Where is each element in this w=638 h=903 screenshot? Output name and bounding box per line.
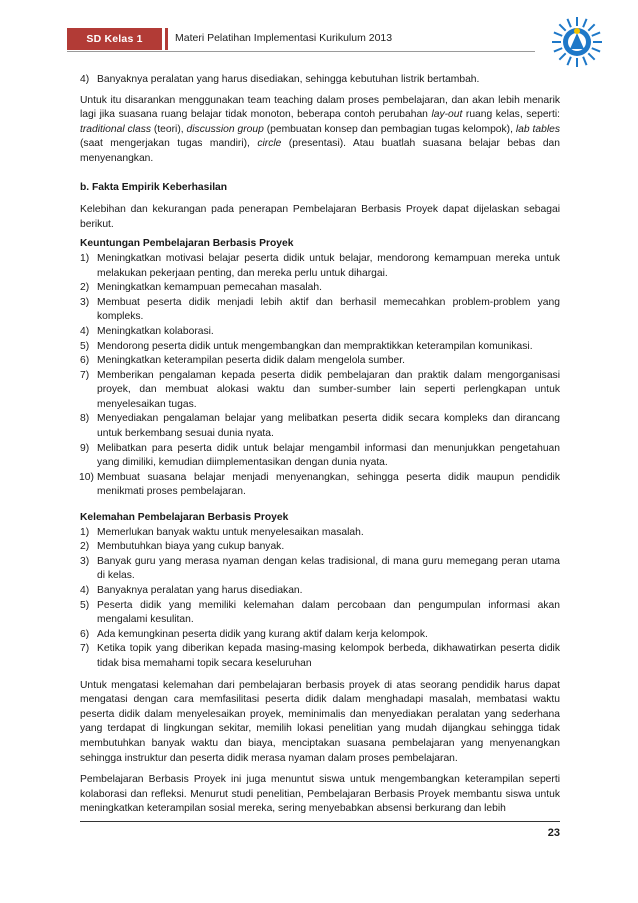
- kelemahan-list: [80, 526, 560, 672]
- logo-ray: [559, 24, 565, 30]
- list-item: [80, 642, 560, 671]
- list-item: [80, 555, 560, 584]
- list-number: 4): [80, 74, 90, 85]
- logo-ray: [554, 48, 562, 51]
- list-item: [80, 281, 560, 296]
- list-number: 9): [80, 442, 90, 454]
- list-number: 1): [80, 526, 90, 538]
- italic-term: lay-out: [431, 109, 463, 121]
- list-item-text: Banyaknya peralatan yang harus disediakan, sehingga kebutuhan listrik bertambah.: [97, 74, 480, 85]
- logo-ray: [588, 24, 594, 30]
- header-title: Materi Pelatihan Implementasi Kurikulum 2013: [175, 32, 393, 44]
- list-item: [80, 412, 560, 441]
- page-header: [67, 28, 567, 50]
- list-number: 2): [80, 541, 90, 553]
- italic-term: lab tables: [515, 123, 560, 135]
- text-span: (teori),: [151, 123, 187, 135]
- list-number: 3): [80, 296, 90, 308]
- italic-term: circle: [257, 138, 282, 150]
- text-span: (pembuatan konsep dan pembagian tugas kelompok),: [263, 123, 516, 135]
- document-body: [80, 73, 560, 817]
- list-item: [80, 540, 560, 555]
- logo-ray: [567, 19, 570, 27]
- text-span: Untuk itu disarankan menggunakan team teaching dalam proses pembelajaran, dan akan lebih menarik lagi jika suasana ruang belajar tidak monoton, beberapa contoh perubahan: [80, 94, 560, 121]
- logo-ray: [583, 57, 586, 65]
- list-number: 2): [80, 282, 90, 294]
- list-item: [80, 599, 560, 628]
- list-item-text: Membuat peserta didik menjadi lebih aktif dan berhasil memecahkan problem-problem yang kompleks.: [97, 296, 560, 323]
- kelemahan-heading: Kelemahan Pembelajaran Berbasis Proyek: [80, 512, 289, 524]
- list-item-text: Memberikan pengalaman kepada peserta didik pembelajaran dan praktik dalam mengorganisasi proyek, dan membuat alokasi waktu dan sumber-sumber lain seperti perlengkapan untuk menyelesaikan tugas.: [97, 369, 560, 410]
- section-intro: Kelebihan dan kekurangan pada penerapan Pembelajaran Berbasis Proyek dapat dijelaskan sebagai berikut.: [80, 204, 560, 230]
- text-span: (presentasi). Atau buatlah suasana belajar bebas dan menyenangkan.: [80, 138, 560, 164]
- closing-paragraph-1: Untuk mengatasi kelemahan dari pembelajaran berbasis proyek di atas seorang pendidik harus dapat mengatasi dengan cara memfasilitasi peserta didik dalam menghadapi masalah, membatasi waktu peserta didik dalam menyelesaikan proyek, meminimalis dan menyediakan peralatan yang sederhana yang terdapat di lingkungan sekitar, memilih lokasi penelitian yang mudah dijangkau sehingga tidak membutuhkan banyak waktu dan biaya, menciptakan suasana pembelajaran yang menyenangkan sehingga instruktur dan peserta didik merasa nyaman dalam proses pembelajaran.: [80, 679, 560, 764]
- intro-paragraph: [80, 94, 560, 167]
- section-heading: b. Fakta Empirik Keberhasilan: [80, 181, 228, 193]
- logo-ray: [559, 53, 565, 59]
- list-item: [80, 442, 560, 471]
- list-number: 4): [80, 585, 90, 596]
- list-number: 7): [80, 369, 90, 381]
- logo-ray: [592, 32, 600, 35]
- closing-paragraph-2: Pembelajaran Berbasis Proyek ini juga menuntut siswa untuk mengembangkan keterampilan seperti kolaborasi dan refleksi. Menurut studi penelitian, Pembelajaran Berbasis Proyek membantu siswa untuk meningkatkan keterampilan sosial mereka, sering menyebabkan absensi berkurang dan lebih: [80, 774, 560, 815]
- logo-ray: [567, 57, 570, 65]
- list-item-text: Membutuhkan biaya yang cukup banyak.: [97, 541, 285, 553]
- list-number: 6): [80, 628, 90, 640]
- list-number: 8): [80, 413, 90, 425]
- italic-term: traditional class: [80, 123, 151, 135]
- list-item-text: Membuat suasana belajar menjadi menyenangkan, sehingga peserta didik maupun pendidik menikmati proses pembelajaran.: [97, 471, 560, 498]
- list-item-text: Mendorong peserta didik untuk mengembangkan dan mempraktikkan keterampilan komunikasi.: [97, 340, 533, 352]
- list-item-text: Ketika topik yang diberikan kepada masing-masing kelompok berbeda, dikhawatirkan peserta didik tidak bisa memahami topik secara keseluruhan: [97, 643, 560, 669]
- logo-ray: [592, 48, 600, 51]
- list-item-text: Meningkatkan keterampilan peserta didik dalam mengelola sumber.: [97, 355, 405, 367]
- list-item: [80, 252, 560, 281]
- text-span: (saat mengerjakan tugas mandiri),: [80, 138, 258, 150]
- header-rule: [67, 51, 535, 52]
- list-item-text: Ada kemungkinan peserta didik yang kurang aktif dalam kerja kelompok.: [97, 628, 428, 640]
- list-item: [80, 369, 560, 413]
- list-item-text: Meningkatkan kolaborasi.: [97, 325, 214, 337]
- header-divider: [165, 28, 168, 50]
- list-item-text: Meningkatkan kemampuan pemecahan masalah.: [97, 282, 322, 294]
- list-number: 10): [79, 471, 94, 483]
- list-item-text: Melibatkan para peserta didik untuk belajar mengambil informasi dan menunjukkan pengetahuan yang dimiliki, kemudian diimplementasikan dengan dunia nyata.: [97, 442, 560, 469]
- list-item: [80, 526, 560, 541]
- list-item: [80, 296, 560, 325]
- page-number: 23: [547, 827, 560, 839]
- text-span: ruang kelas, seperti:: [462, 109, 560, 121]
- list-number: 1): [80, 252, 90, 264]
- list-item-text: Memerlukan banyak waktu untuk menyelesaikan masalah.: [97, 526, 364, 538]
- list-item: [80, 584, 560, 599]
- list-item-text: Banyak guru yang merasa nyaman dengan kelas tradisional, di mana guru memegang peran utama di kelas.: [97, 555, 560, 582]
- list-number: 5): [80, 599, 90, 611]
- list-item-text: Menyediakan pengalaman belajar yang melibatkan peserta didik secara kompleks dan dirancang untuk berkembang sesuai dunia nyata.: [97, 413, 560, 440]
- list-item-text: Banyaknya peralatan yang harus disediakan.: [97, 585, 303, 596]
- list-number: 5): [80, 340, 90, 352]
- footer-rule: [80, 821, 560, 822]
- list-item-text: Meningkatkan motivasi belajar peserta didik untuk belajar, mendorong kemampuan mereka untuk melakukan pekerjaan penting, dan mereka perlu untuk dihargai.: [97, 252, 560, 279]
- list-item: [80, 628, 560, 643]
- list-item: [80, 471, 560, 500]
- list-item-text: Peserta didik yang memiliki kelemahan dalam percobaan dan pengumpulan informasi akan mengalami kesulitan.: [97, 599, 560, 626]
- list-item: [80, 340, 560, 355]
- keuntungan-list: [80, 252, 560, 500]
- intro-list-item: [80, 73, 560, 88]
- list-number: 3): [80, 555, 90, 567]
- logo-ray: [583, 19, 586, 27]
- list-number: 7): [80, 643, 90, 655]
- grade-tag: SD Kelas 1: [67, 28, 162, 50]
- keuntungan-heading: Keuntungan Pembelajaran Berbasis Proyek: [80, 238, 294, 250]
- tut-wuri-handayani-logo-icon: [548, 13, 606, 71]
- italic-term: discussion group: [186, 123, 264, 135]
- list-number: 6): [80, 355, 90, 367]
- logo-ray: [588, 53, 594, 59]
- logo-ray: [554, 32, 562, 35]
- list-item: [80, 325, 560, 340]
- list-number: 4): [80, 325, 90, 337]
- list-item: [80, 354, 560, 369]
